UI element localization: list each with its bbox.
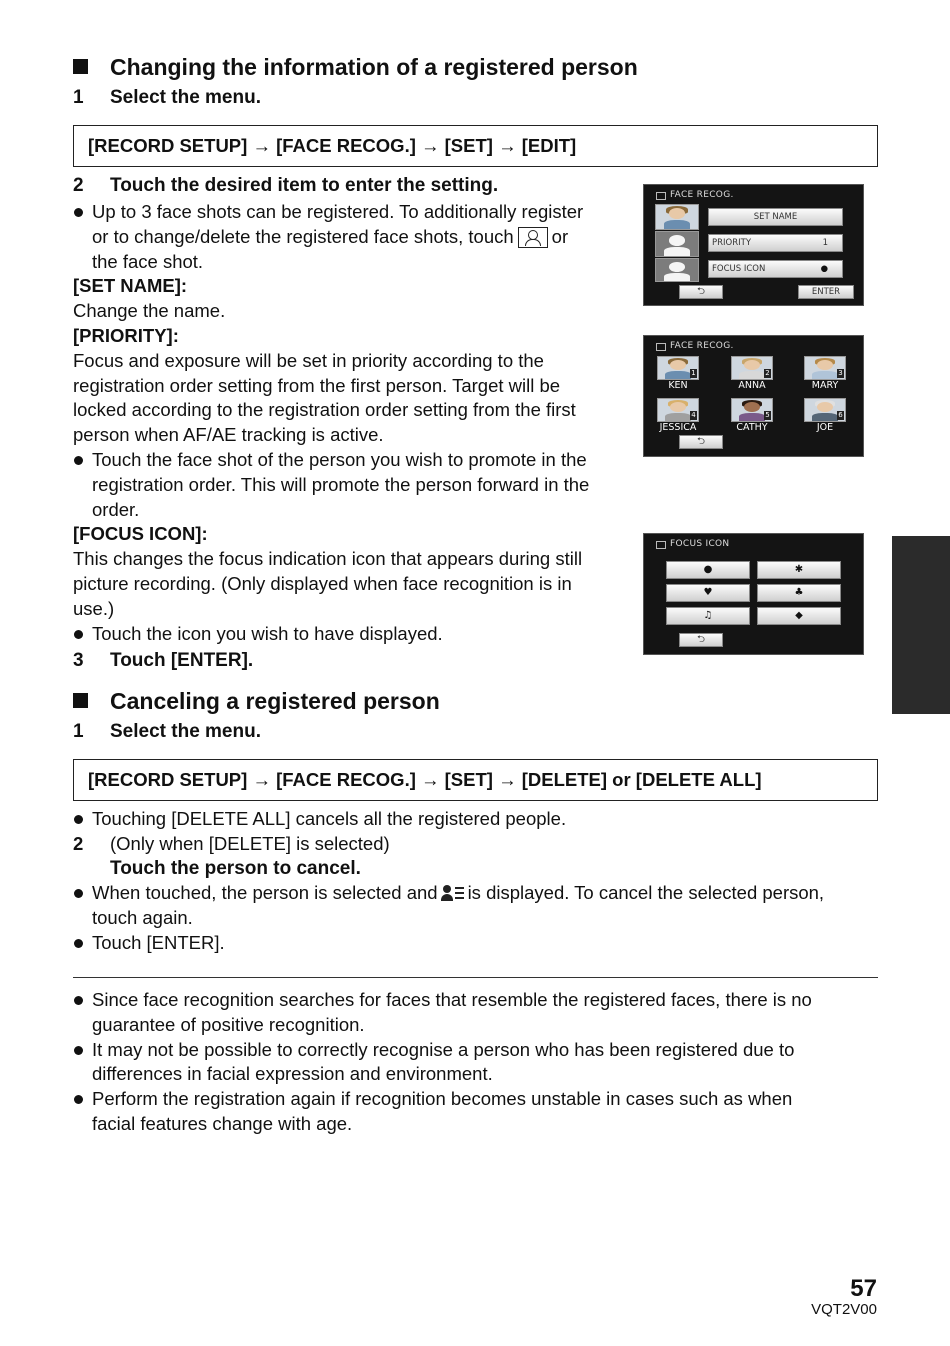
text-span: or to change/delete the registered face shots, touch bbox=[92, 225, 514, 247]
empty-face-slot[interactable] bbox=[655, 258, 699, 282]
priority-number: 4 bbox=[691, 411, 696, 419]
text-line: person when AF/AE tracking is active. bbox=[73, 424, 384, 446]
focus-icon-car-button[interactable]: ◆ bbox=[757, 607, 841, 625]
step-text: Select the menu. bbox=[110, 721, 261, 742]
step-number: 1 bbox=[73, 87, 84, 108]
section-heading-edit bbox=[73, 54, 638, 81]
back-button[interactable]: ⮌ bbox=[679, 435, 723, 449]
step-number: 2 bbox=[73, 832, 84, 854]
text-line: use.) bbox=[73, 597, 115, 619]
set-name-label: [SET NAME]: bbox=[73, 275, 188, 297]
person-face-mary[interactable] bbox=[804, 356, 846, 380]
face-recog-icon bbox=[656, 541, 666, 549]
set-name-text: Change the name. bbox=[73, 300, 226, 322]
text-line: order. bbox=[92, 498, 140, 520]
face-recog-icon bbox=[656, 343, 666, 351]
menu-path-box: [RECORD SETUP] → [FACE RECOG.] → [SET] → [EDIT] bbox=[73, 125, 878, 167]
person-name: ANNA bbox=[738, 380, 766, 391]
person-name: MARY bbox=[811, 380, 839, 391]
focus-icon-label: FOCUS ICON bbox=[712, 264, 766, 274]
section1-body bbox=[73, 200, 623, 646]
empty-face-slot[interactable] bbox=[655, 231, 699, 257]
text-line: guarantee of positive recognition. bbox=[92, 1013, 365, 1035]
face-shot-thumbnail[interactable] bbox=[655, 204, 699, 230]
focus-icon-clover-button[interactable]: ♣ bbox=[757, 584, 841, 602]
bullet-item: Touch the icon you wish to have displayed. bbox=[73, 622, 623, 647]
step-note: (Only when [DELETE] is selected) bbox=[110, 832, 390, 854]
enter-button[interactable]: ENTER bbox=[798, 285, 854, 299]
text-line: locked according to the registration order setting from the first bbox=[73, 399, 576, 421]
text-span: or bbox=[551, 225, 569, 247]
text-line: Since face recognition searches for faces that resemble the registered faces, there is no bbox=[92, 989, 812, 1010]
priority-number: 2 bbox=[765, 369, 770, 377]
text-line: Focus and exposure will be set in priority according to the bbox=[73, 349, 544, 371]
person-face-anna[interactable] bbox=[731, 356, 773, 380]
focus-icon-button[interactable] bbox=[708, 260, 843, 278]
step-1 bbox=[73, 87, 261, 109]
menu-path-box: [RECORD SETUP] → [FACE RECOG.] → [SET] → [DELETE] or [DELETE ALL] bbox=[73, 759, 878, 801]
person-name: CATHY bbox=[736, 422, 768, 433]
step-text: Touch the person to cancel. bbox=[110, 857, 361, 879]
section-heading-cancel bbox=[73, 688, 440, 715]
screen-title: FACE RECOG. bbox=[670, 190, 734, 200]
back-button[interactable]: ⮌ bbox=[679, 633, 723, 647]
person-name: KEN bbox=[668, 380, 688, 391]
person-face-ken[interactable] bbox=[657, 356, 699, 380]
priority-label: PRIORITY bbox=[712, 238, 752, 248]
screen-title: FOCUS ICON bbox=[670, 539, 730, 549]
step-2 bbox=[73, 832, 883, 857]
person-icon bbox=[518, 227, 548, 248]
focus-icon-screen bbox=[643, 533, 864, 655]
focus-icon-music-button[interactable]: ♫ bbox=[666, 607, 750, 625]
focus-icon-heart-button[interactable]: ♥ bbox=[666, 584, 750, 602]
bullet-item: Touch [ENTER]. bbox=[73, 931, 883, 956]
bullet-item: Touching [DELETE ALL] cancels all the registered people. bbox=[73, 807, 883, 832]
text-span: is displayed. To cancel the selected person, bbox=[467, 882, 825, 904]
face-recog-icon bbox=[656, 192, 666, 200]
step-text: Touch the desired item to enter the setting. bbox=[110, 175, 499, 196]
square-bullet-icon bbox=[73, 59, 88, 74]
note-item bbox=[73, 988, 883, 1038]
priority-number: 5 bbox=[765, 411, 770, 419]
divider bbox=[73, 977, 878, 978]
person-face-jessica[interactable] bbox=[657, 398, 699, 422]
text-line: Perform the registration again if recognition becomes unstable in cases such as when bbox=[92, 1088, 793, 1110]
back-button[interactable]: ⮌ bbox=[679, 285, 723, 299]
person-name: JESSICA bbox=[659, 422, 697, 433]
step-2 bbox=[73, 175, 498, 197]
text-line: differences in facial expression and environment. bbox=[92, 1063, 493, 1085]
note-item bbox=[73, 1038, 883, 1088]
page-number: 57 bbox=[850, 1275, 877, 1302]
bullet-item bbox=[73, 200, 623, 274]
priority-number: 1 bbox=[691, 369, 696, 377]
priority-label: [PRIORITY]: bbox=[73, 324, 179, 346]
focus-icon-star-button[interactable]: ✱ bbox=[757, 561, 841, 579]
text-line bbox=[92, 225, 623, 250]
notes bbox=[73, 988, 883, 1137]
heading-text: Changing the information of a registered person bbox=[110, 54, 638, 80]
text-line: This changes the focus indication icon that appears during still bbox=[73, 548, 583, 570]
text-line: It may not be possible to correctly recognise a person who has been registered due to bbox=[92, 1038, 795, 1060]
note-item bbox=[73, 1087, 883, 1137]
step-text: Select the menu. bbox=[110, 87, 261, 108]
set-name-button[interactable]: SET NAME bbox=[708, 208, 843, 226]
person-face-joe[interactable] bbox=[804, 398, 846, 422]
section2-body bbox=[73, 807, 883, 956]
priority-number: 6 bbox=[838, 411, 843, 419]
step-number: 2 bbox=[73, 175, 84, 196]
text-line: the face shot. bbox=[92, 250, 204, 272]
text-line: registration order setting from the first person. Target will be bbox=[73, 374, 561, 396]
heading-text: Canceling a registered person bbox=[110, 688, 440, 714]
focus-dot-icon: ● bbox=[820, 264, 828, 274]
selected-person-icon bbox=[441, 884, 465, 902]
bullet-item bbox=[73, 881, 883, 931]
step-number: 3 bbox=[73, 650, 84, 671]
step-1 bbox=[73, 721, 261, 743]
focus-icon-label: [FOCUS ICON]: bbox=[73, 523, 208, 545]
text-line: Touch the face shot of the person you wish to promote in the bbox=[92, 448, 587, 470]
text-span: When touched, the person is selected and bbox=[92, 882, 438, 904]
step-3 bbox=[73, 650, 253, 672]
text-line: touch again. bbox=[92, 907, 193, 929]
priority-value: 1 bbox=[822, 238, 828, 248]
bullet-item bbox=[73, 448, 623, 522]
step-number: 1 bbox=[73, 721, 84, 742]
text-line: registration order. This will promote the person forward in the bbox=[92, 473, 590, 495]
text-line: Up to 3 face shots can be registered. To additionally register bbox=[92, 201, 584, 222]
chapter-side-tab bbox=[892, 536, 950, 714]
priority-number: 3 bbox=[838, 369, 843, 377]
screen-title: FACE RECOG. bbox=[670, 341, 734, 351]
step-text: Touch [ENTER]. bbox=[110, 650, 254, 671]
focus-icon-dot-button[interactable]: ● bbox=[666, 561, 750, 579]
text-line: picture recording. (Only displayed when face recognition is in bbox=[73, 572, 572, 594]
person-face-cathy[interactable] bbox=[731, 398, 773, 422]
text-line: facial features change with age. bbox=[92, 1112, 353, 1134]
face-recog-priority-screen bbox=[643, 335, 864, 457]
face-recog-edit-screen bbox=[643, 184, 864, 306]
text-line bbox=[92, 881, 883, 906]
document-code: VQT2V00 bbox=[811, 1301, 877, 1318]
square-bullet-icon bbox=[73, 693, 88, 708]
priority-button[interactable] bbox=[708, 234, 843, 252]
person-name: JOE bbox=[816, 422, 834, 433]
